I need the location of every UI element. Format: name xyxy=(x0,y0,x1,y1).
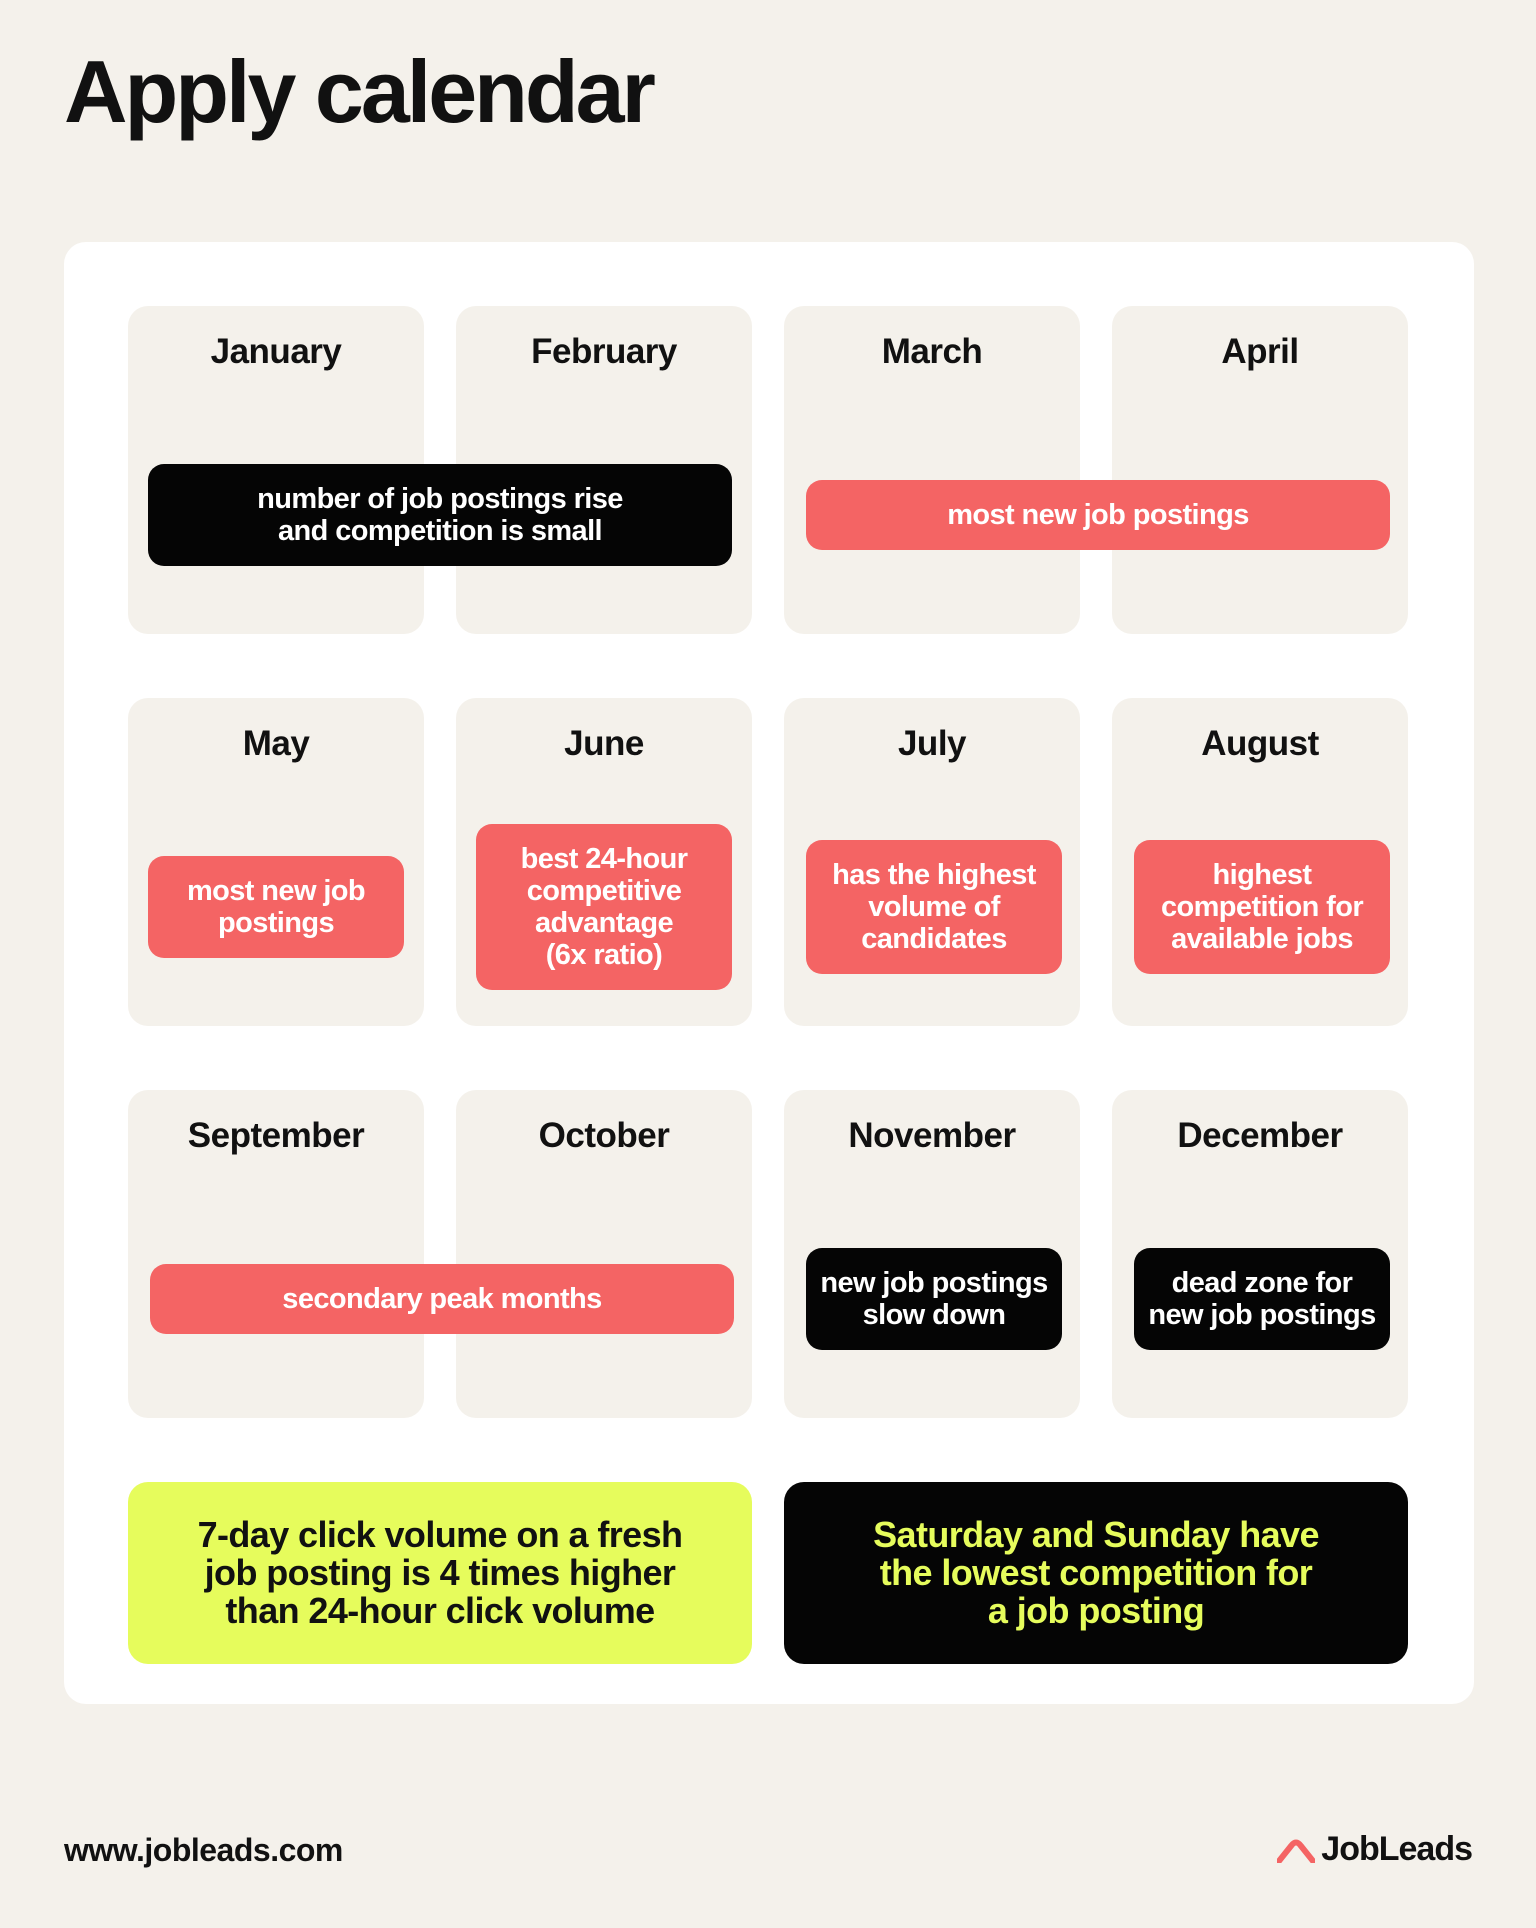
weekend-callout: Saturday and Sunday have the lowest competition for a job posting xyxy=(784,1482,1408,1664)
note-pill-jan-feb: number of job postings rise and competition is small xyxy=(148,464,732,566)
note-pill-june: best 24-hour competitive advantage (6x ratio) xyxy=(476,824,732,990)
month-card-march xyxy=(784,306,1080,634)
month-label: February xyxy=(531,332,677,371)
month-label: May xyxy=(242,724,310,763)
month-label: December xyxy=(1177,1116,1343,1155)
jobleads-logo-icon xyxy=(1277,1837,1315,1863)
note-pill-may: most new job postings xyxy=(148,856,404,958)
note-pill-november: new job postings slow down xyxy=(806,1248,1062,1350)
click-volume-callout: 7-day click volume on a fresh job posting is 4 times higher than 24-hour click volume xyxy=(128,1482,752,1664)
month-label: August xyxy=(1201,724,1319,763)
brand-logo xyxy=(1277,1830,1472,1869)
month-label: June xyxy=(564,724,644,763)
month-card-october xyxy=(456,1090,752,1418)
month-label: November xyxy=(848,1116,1016,1155)
note-pill-december: dead zone for new job postings xyxy=(1134,1248,1390,1350)
page-title: Apply calendar xyxy=(64,42,653,141)
month-label: March xyxy=(881,332,983,371)
month-label: October xyxy=(538,1116,670,1155)
logo-wordmark: JobLeads xyxy=(1321,1830,1472,1868)
month-label: April xyxy=(1221,332,1299,371)
note-pill-july: has the highest volume of candidates xyxy=(806,840,1062,974)
month-label: September xyxy=(187,1116,365,1155)
note-pill-sep-oct: secondary peak months xyxy=(150,1264,734,1334)
note-pill-mar-apr: most new job postings xyxy=(806,480,1390,550)
month-label: July xyxy=(897,724,967,763)
month-card-september xyxy=(128,1090,424,1418)
month-label: January xyxy=(210,332,342,371)
month-card-april xyxy=(1112,306,1408,634)
note-pill-august: highest competition for available jobs xyxy=(1134,840,1390,974)
calendar-panel xyxy=(64,242,1474,1704)
website-url[interactable]: www.jobleads.com xyxy=(64,1832,343,1868)
